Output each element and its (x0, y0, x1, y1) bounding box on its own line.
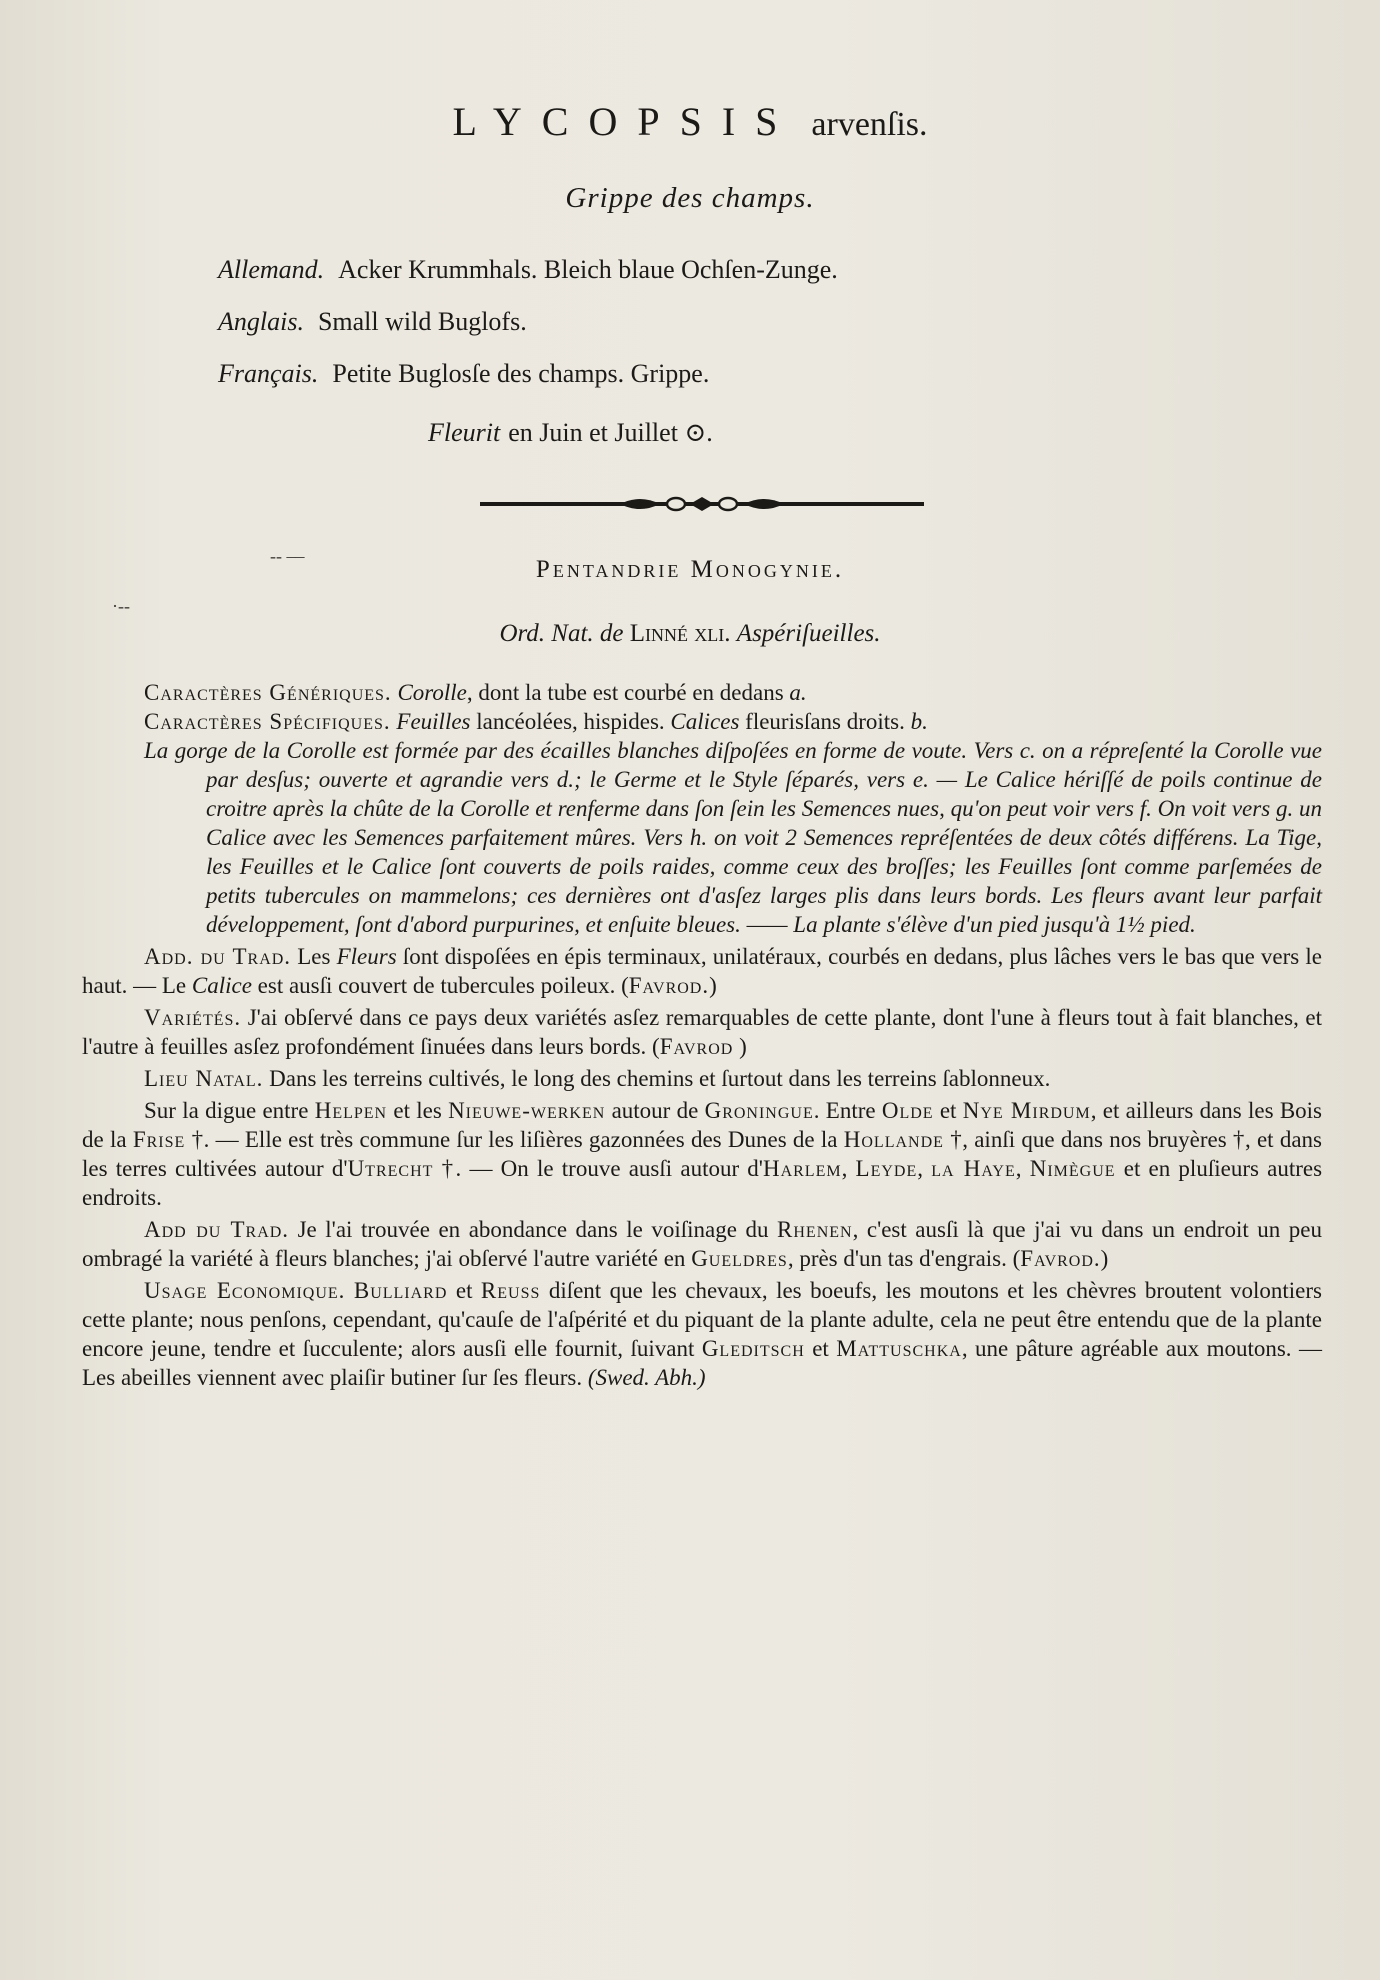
paragraph-text: , et ailleurs dans les Bois de la (82, 1098, 1323, 1152)
translator-note-1 (82, 942, 1322, 1000)
paragraph-text: Sur la digue entre (144, 1098, 315, 1123)
paragraph-text: Dans les terreins cultivés, le long des chemins et ſurtout dans les terreins ſablonneux. (263, 1066, 1051, 1091)
flowering-label: Fleurit (428, 418, 501, 447)
paragraph-text: . Entre (813, 1098, 882, 1123)
italic-term: Calices (670, 709, 740, 734)
common-name-row (218, 302, 838, 354)
place-name: Utrecht (347, 1156, 434, 1181)
paragraph-text: †, ainſi que dans nos bruyères †, et dans les terres cultivées autour d' (82, 1127, 1322, 1181)
genus-name: LYCOPSIS (452, 99, 798, 144)
place-name: Nye Mirdum (962, 1098, 1091, 1123)
native-habitat (82, 1064, 1322, 1093)
place-name: Harlem (762, 1156, 842, 1181)
place-name: Frise (132, 1127, 186, 1152)
language-label: Français. (218, 359, 319, 388)
paragraph-text: Je l'ai trouvée en abondance dans le voiſinage du (289, 1217, 778, 1242)
paragraph-text: et (447, 1278, 481, 1303)
generic-characters (82, 678, 1322, 707)
paragraph-text: diſent que les chevaux, les boeufs, les moutons et les chèvres broutent volontiers cette plante; nous penſons, cependant, qu'cauſe de l'aſpérité et du piquant de la plante adulte, cela ne peut être entendu que de la plante encore jeune, tendre et ſucculente; alors ausſi elle fournit, ſuivant (82, 1278, 1323, 1361)
paragraph-text: ) (709, 973, 717, 998)
paragraph-text: lancéolées, hispides. (470, 709, 671, 734)
paragraph-text: ) (1100, 1246, 1109, 1271)
section-label: Lieu Natal. (144, 1066, 264, 1091)
author-name: Gleditsch (701, 1336, 805, 1361)
paragraph-text: †. — On le trouve ausſi autour d' (433, 1156, 763, 1181)
section-label: Variétés. (144, 1005, 242, 1030)
common-name-text: Small wild Buglofs. (317, 307, 527, 336)
place-name: Nimègue (1029, 1156, 1116, 1181)
paragraph-text: et les (387, 1098, 449, 1123)
place-name: Hollande (843, 1127, 944, 1152)
author-name: Bulliard (353, 1278, 448, 1303)
section-label: Usage Economique. (144, 1278, 346, 1303)
paragraph-text: fleurisſans droits. (739, 709, 911, 734)
paragraph-text: Les (291, 944, 337, 969)
french-common-name: Grippe des champs. (565, 182, 815, 214)
common-name-text: Acker Krummhals. Bleich blaue Ochſen-Zunge. (338, 255, 838, 284)
economic-use (82, 1276, 1322, 1392)
specific-characters (82, 707, 1322, 736)
paragraph-text: est ausſi couvert de tubercules poileux. ( (251, 973, 629, 998)
stray-mark: ‐‐ ‒‒ (270, 546, 305, 566)
author-name: Reuss (480, 1278, 541, 1303)
common-name-row (218, 354, 838, 406)
paragraph-text: , c'est ausſi là que j'ai vu dans un endroit un peu ombragé la variété à fleurs blanches; j'ai obſervé l'autre variété en (82, 1217, 1322, 1271)
paragraph-text: et en pluſieurs autres endroits. (82, 1156, 1323, 1210)
translator-note-2 (82, 1215, 1322, 1273)
author-name: Mattuschka (836, 1336, 962, 1361)
section-label: Add du Trad. (144, 1217, 290, 1242)
linnaean-class: Pentandrie Monogynie. (535, 556, 845, 583)
source-citation: (Swed. Abh.) (587, 1365, 706, 1390)
paragraph-text: autour de (605, 1098, 705, 1123)
paragraph-text: ) (733, 1034, 747, 1059)
author-name: Favrod. (628, 973, 710, 998)
paragraph-text: ſont dispoſées en épis terminaux, unilatéraux, courbés en dedans, plus lâches vers le bas que vers le haut. — Le (82, 944, 1323, 998)
italic-term: Feuilles (396, 709, 471, 734)
common-names-list (218, 250, 838, 406)
place-name: Olde (881, 1098, 934, 1123)
flowering-text: en Juin et Juillet ⊙. (508, 418, 713, 447)
italic-term: Corolle (397, 680, 467, 705)
common-name-text: Petite Buglosſe des champs. Grippe. (332, 359, 710, 388)
italic-term: Calice (191, 973, 252, 998)
common-name-row (218, 250, 838, 302)
paragraph-text: †. — Elle est très commune ſur les liſières gazonnées des Dunes de la (185, 1127, 844, 1152)
section-label: Add. du Trad. (144, 944, 292, 969)
place-name: Nieuwe-werken (448, 1098, 606, 1123)
stray-mark: ·‐‐ (112, 596, 130, 616)
paragraph-text: , (917, 1156, 932, 1181)
paragraph-text: et (804, 1336, 837, 1361)
place-name: Rhenen (777, 1217, 853, 1242)
family-name: Aspériſueilles. (736, 620, 881, 647)
natural-order (0, 620, 1380, 648)
paragraph-text: , (1015, 1156, 1030, 1181)
language-label: Allemand. (218, 255, 325, 284)
varieties (82, 1003, 1322, 1061)
place-name: Helpen (314, 1098, 388, 1123)
linne-name: Linné (629, 620, 689, 647)
paragraph-text: , près d'un tas d'engrais. ( (787, 1246, 1021, 1271)
paragraph-text: , dont la tube est courbé en dedans (466, 680, 790, 705)
paragraph-text: , (841, 1156, 856, 1181)
order-number: xli. (694, 620, 731, 647)
localities (82, 1096, 1322, 1212)
figure-mark: b. (910, 709, 928, 734)
ord-nat-prefix: Ord. Nat. de (499, 620, 624, 647)
plant-description: La gorge de la Corolle est formée par des écailles blanches diſpoſées en forme de voute. Vers c. on a répreſenté la Corolle vue par desſus; ouverte et agrandie vers d.; le Germe et le Style ſéparés, vers e. — Le Calice hériſſé de poils continue de croitre après la chûte de la Corolle et renferme dans ſon ſein les Semences nues, qu'on peut voir vers f. On voit vers g. un Calice avec les Semences parfaitement mûres. Vers h. on voit 2 Semences repréſentées de deux côtés différens. La Tige, les Feuilles et le Calice ſont couverts de poils raides, comme ceux des broſſes; les Feuilles ſont comme parſemées de petits tubercules on mammelons; ces dernières ont d'asſez larges plis dans leurs bords. Les fleurs avant leur parfait développement, ſont d'abord purpurines, et enſuite bleues. —— La plante s'élève d'un pied jusqu'à 1½ pied. (144, 738, 1322, 937)
paragraph-text: et (933, 1098, 963, 1123)
main-text (82, 678, 1322, 1392)
paragraph-text: , une pâture agréable aux moutons. — Les abeilles viennent avec plaiſir butiner ſur ſes fleurs. (82, 1336, 1323, 1390)
place-name: Groningue (704, 1098, 814, 1123)
place-name: Leyde (855, 1156, 918, 1181)
language-label: Anglais. (218, 307, 304, 336)
page-title (0, 98, 1380, 146)
species-name: arvenſis. (811, 106, 928, 143)
section-label: Caractères Génériques. (144, 680, 392, 705)
place-name: la Haye (931, 1156, 1016, 1181)
author-name: Favrod (659, 1034, 734, 1059)
flowering-period (428, 418, 713, 448)
author-name: Favrod. (1020, 1246, 1101, 1271)
ornamental-divider (480, 492, 924, 516)
place-name: Gueldres (691, 1246, 788, 1271)
italic-term: Fleurs (336, 944, 397, 969)
paragraph-text: J'ai obſervé dans ce pays deux variétés asſez remarquables de cette plante, dont l'une à fleurs tout à fait blanches, et l'autre à feuilles asſez profondément ſinuées dans leurs bords. ( (82, 1005, 1322, 1059)
figure-mark: a. (789, 680, 807, 705)
section-label: Caractères Spécifiques. (144, 709, 391, 734)
